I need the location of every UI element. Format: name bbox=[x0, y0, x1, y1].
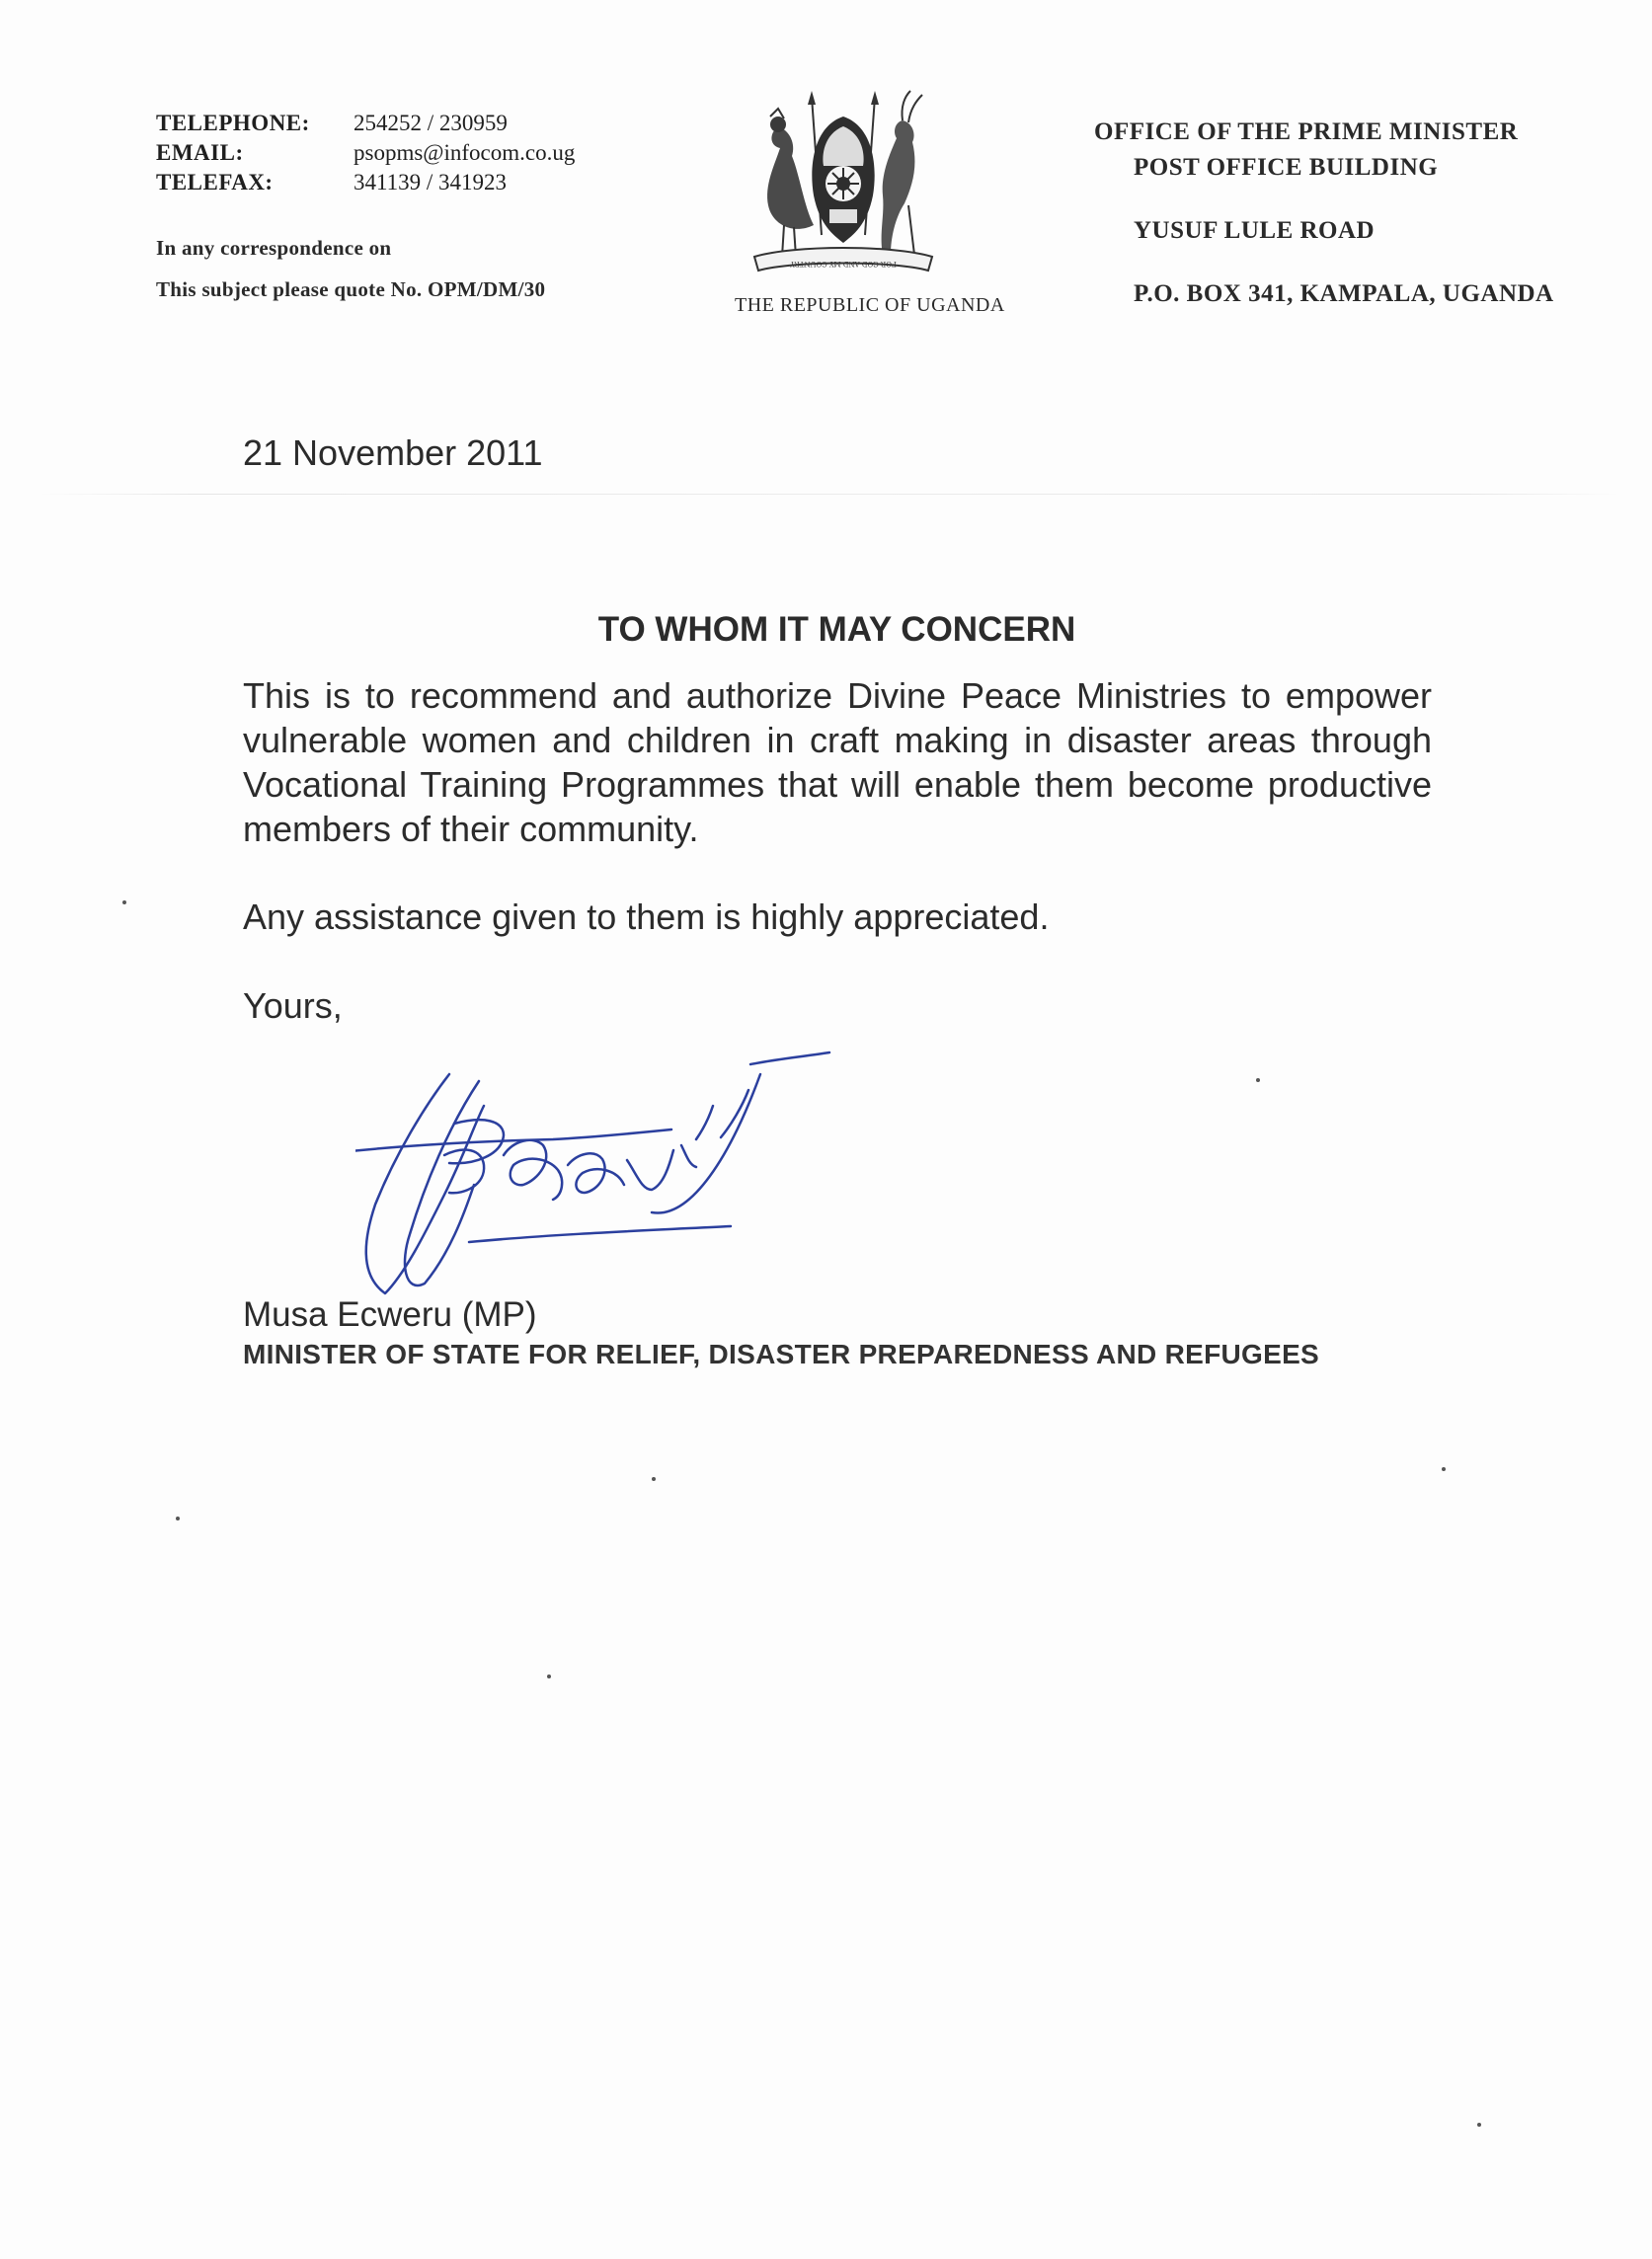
signature-icon bbox=[355, 1047, 987, 1323]
closing-salutation: Yours, bbox=[243, 985, 343, 1026]
paragraph-appreciation: Any assistance given to them is highly appreciated. bbox=[243, 896, 1050, 937]
scan-speck bbox=[547, 1675, 551, 1678]
fold-line bbox=[39, 494, 1619, 495]
telephone-label: TELEPHONE: bbox=[156, 111, 310, 135]
letter-heading: TO WHOM IT MAY CONCERN bbox=[597, 610, 1076, 649]
scan-speck bbox=[122, 900, 126, 904]
coat-of-arms-icon bbox=[735, 87, 952, 284]
reference-note bbox=[156, 227, 545, 310]
paragraph-recommendation: This is to recommend and authorize Divine Peace Ministries to empower vulnerable women and children in craft making in disaster areas through Vocational Training Programmes that will enable them become productive members of their community. bbox=[243, 675, 1432, 849]
contact-telefax bbox=[156, 168, 575, 197]
email-label: EMAIL: bbox=[156, 140, 244, 165]
scan-speck bbox=[1256, 1078, 1260, 1082]
email-value: psopms@infocom.co.ug bbox=[354, 140, 576, 165]
republic-caption: THE REPUBLIC OF UGANDA bbox=[735, 294, 1005, 316]
office-building: POST OFFICE BUILDING bbox=[1134, 154, 1439, 181]
scan-speck bbox=[1477, 2123, 1481, 2127]
office-po-box: P.O. BOX 341, KAMPALA, UGANDA bbox=[1134, 280, 1554, 307]
telefax-label: TELEFAX: bbox=[156, 170, 274, 195]
reference-line-1: In any correspondence on bbox=[156, 236, 392, 260]
telefax-value: 341139 / 341923 bbox=[354, 170, 508, 195]
reference-line-2: This subject please quote No. OPM/DM/30 bbox=[156, 277, 546, 301]
letter-date: 21 November 2011 bbox=[243, 432, 543, 473]
office-name: OFFICE OF THE PRIME MINISTER bbox=[1094, 118, 1519, 145]
contact-email bbox=[156, 138, 575, 168]
office-road: YUSUF LULE ROAD bbox=[1134, 217, 1376, 244]
contact-telephone bbox=[156, 109, 575, 138]
scan-speck bbox=[176, 1517, 180, 1520]
contact-block bbox=[156, 109, 575, 197]
telephone-value: 254252 / 230959 bbox=[354, 111, 508, 135]
crest-motto: FOR GOD AND MY COUNTRY bbox=[790, 260, 897, 268]
signatory-name: Musa Ecweru (MP) bbox=[243, 1295, 537, 1334]
scan-speck bbox=[1442, 1467, 1446, 1471]
signatory-title: MINISTER OF STATE FOR RELIEF, DISASTER PREPAREDNESS AND REFUGEES bbox=[243, 1339, 1320, 1369]
scan-speck bbox=[652, 1477, 656, 1481]
